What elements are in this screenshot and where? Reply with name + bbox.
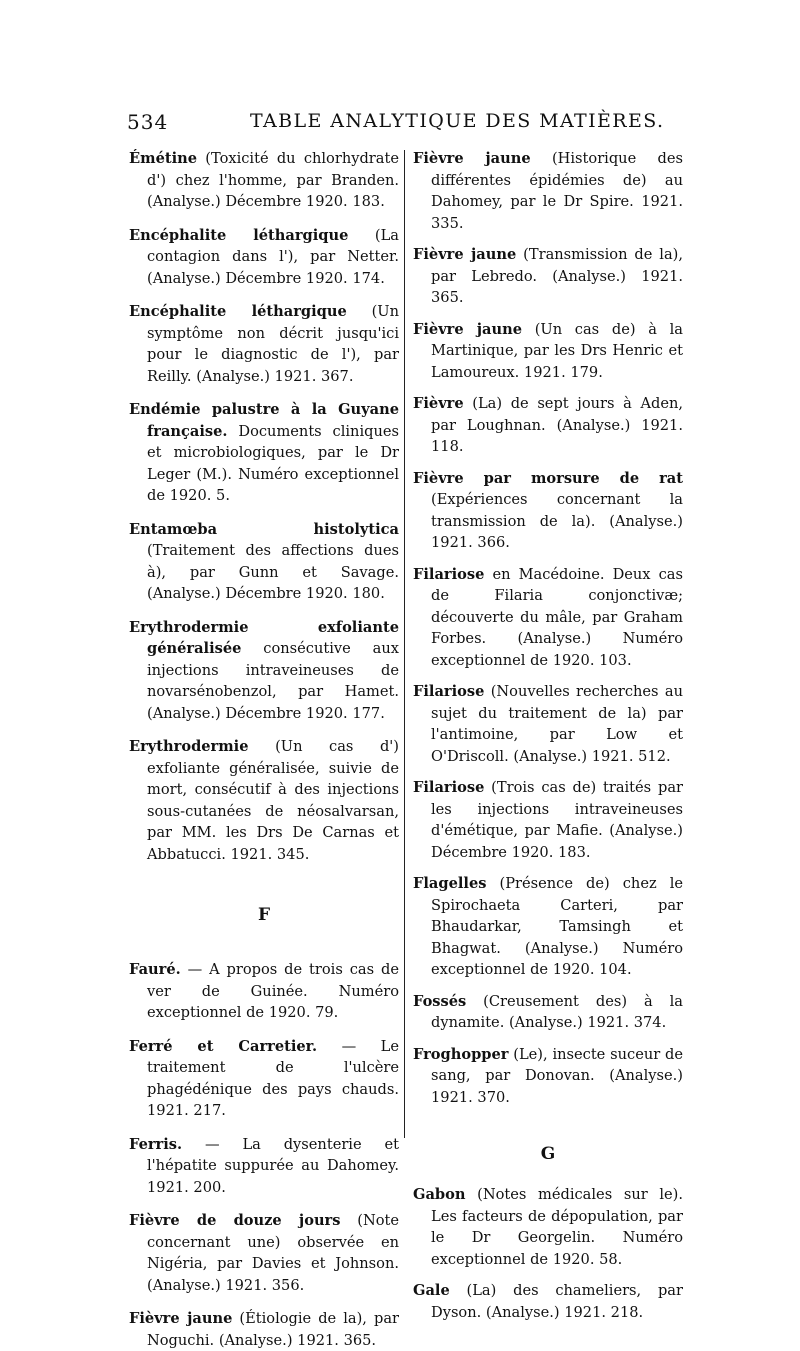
entry-heading: Fauré. <box>129 961 181 978</box>
section-letter-g: G <box>540 1144 556 1164</box>
entry-text: Documents cliniques et microbiologiques, par le Dr Leger (M.). Numéro exceptionnel de 1920. 5. <box>147 422 399 504</box>
entry-heading: Fièvre jaune <box>129 1310 233 1327</box>
index-entry <box>413 244 683 309</box>
entry-text: (La) des chameliers, par Dyson. (Analyse.) 1921. 218. <box>431 1282 683 1321</box>
index-entry <box>413 1280 683 1323</box>
index-entry <box>129 1210 399 1296</box>
entry-text: (Traitement des affections dues à), par Gunn et Savage. (Analyse.) Décembre 1920. 180. <box>147 542 399 602</box>
entry-heading: Entamœba histolytica <box>129 520 399 538</box>
section-letter-f: F <box>257 905 271 925</box>
index-entry <box>413 991 683 1034</box>
entry-heading: Fièvre par morsure de rat <box>413 469 683 487</box>
entry-heading: Fièvre de douze jours <box>129 1212 341 1229</box>
index-entry <box>129 148 399 213</box>
entry-heading: Filariose <box>413 683 485 700</box>
entry-heading: Émétine <box>129 150 198 167</box>
entry-heading: Endémie palustre à la Guyane française. <box>129 401 399 440</box>
index-entry <box>413 681 683 767</box>
entry-heading: Flagelles <box>413 875 487 892</box>
entry-heading: Erythrodermie exfoliante généralisée <box>129 618 399 657</box>
entry-text: (Nouvelles recherches au sujet du traitement de la) par l'antimoine, par Low et O'Driscoll. (Analyse.) 1921. 512. <box>431 683 683 765</box>
entry-heading: Ferris. <box>129 1135 183 1153</box>
entry-text: (Historique des différentes épidémies de) au Dahomey, par le Dr Spire. 1921. 335. <box>431 150 684 232</box>
entry-text: (Notes médicales sur le). Les facteurs de dépopulation, par le Dr Georgelin. Numéro exceptionnel de 1920. 58. <box>431 1186 683 1268</box>
index-entry <box>129 736 399 865</box>
left-column <box>129 148 399 1351</box>
entry-text: (Un cas de) à la Martinique, par les Drs Henric et Lamoureux. 1921. 179. <box>431 320 683 381</box>
index-entry <box>129 1036 399 1122</box>
entry-text: — La dysenterie et l'hépatite suppurée au Dahomey. 1921. 200. <box>147 1135 399 1196</box>
index-entry <box>413 1184 683 1270</box>
entry-text: (La) de sept jours à Aden, par Loughnan. (Analyse.) 1921. 118. <box>431 395 683 455</box>
running-title: TABLE ANALYTIQUE DES MATIÈRES. <box>250 110 665 132</box>
entry-text: en Macédoine. Deux cas de Filaria conjonctivæ; découverte du mâle, par Graham Forbes. (Analyse.) Numéro exceptionnel de 1920. 103. <box>431 565 683 669</box>
entry-text: (Trois cas de) traités par les injections intraveineuses d'émétique, par Mafie. (Analyse.) Décembre 1920. 183. <box>431 779 683 861</box>
entry-heading: Ferré et Carretier. <box>129 1037 318 1055</box>
entry-heading: Fièvre jaune <box>413 246 517 263</box>
entry-text: (La contagion dans l'), par Netter. (Analyse.) Décembre 1920. 174. <box>147 226 399 287</box>
index-entry <box>413 873 683 981</box>
entry-text: (Toxicité du chlorhydrate d') chez l'homme, par Branden. (Analyse.) Décembre 1920. 183. <box>147 150 399 210</box>
entry-text: (Un symptôme non décrit jusqu'ici pour le diagnostic de l'), par Reilly. (Analyse.) 1921. 367. <box>147 303 400 385</box>
index-entry <box>129 617 399 725</box>
index-entry <box>413 564 683 672</box>
entry-text: — Le traitement de l'ulcère phagédénique des pays chauds. 1921. 217. <box>147 1037 400 1119</box>
index-entry <box>413 777 683 863</box>
index-entry <box>413 1044 683 1109</box>
entry-text: (Expériences concernant la transmission de la). (Analyse.) 1921. 366. <box>431 491 683 551</box>
index-entry <box>413 393 683 458</box>
column-divider <box>404 150 405 1138</box>
right-column <box>413 148 683 1323</box>
entry-heading: Fièvre jaune <box>413 320 523 338</box>
entry-text: (Étiologie de la), par Noguchi. (Analyse.) 1921. 365. <box>147 1310 399 1349</box>
entry-text: — A propos de trois cas de ver de Guinée. Numéro exceptionnel de 1920. 79. <box>147 961 399 1021</box>
page-number: 534 <box>127 110 169 134</box>
entry-text: (Transmission de la), par Lebredo. (Analyse.) 1921. 365. <box>431 246 683 306</box>
entry-heading: Fièvre jaune <box>413 150 531 167</box>
entry-text: (Le), insecte suceur de sang, par Donovan. (Analyse.) 1921. 370. <box>431 1045 683 1106</box>
index-entry <box>413 468 683 554</box>
entry-heading: Erythrodermie <box>129 738 249 755</box>
index-entry <box>413 148 683 234</box>
entry-heading: Gabon <box>413 1186 466 1203</box>
index-entry <box>413 319 683 384</box>
entry-heading: Filariose <box>413 779 485 796</box>
entry-heading: Encéphalite léthargique <box>129 226 349 244</box>
index-entry <box>129 225 399 290</box>
entry-heading: Filariose <box>413 565 485 583</box>
index-entry <box>129 519 399 605</box>
index-entry <box>129 959 399 1024</box>
entry-text: (Creusement des) à la dynamite. (Analyse.) 1921. 374. <box>431 992 683 1031</box>
index-entry <box>129 1134 399 1199</box>
entry-text: (Un cas d') exfoliante généralisée, suivie de mort, consécutif à des injections sous-cutanées de néosalvarsan, par MM. les Drs De Carnas et Abbatucci. 1921. 345. <box>147 738 399 863</box>
entry-heading: Froghopper <box>413 1045 509 1063</box>
index-entry <box>129 399 399 507</box>
entry-text: (Présence de) chez le Spirochaeta Carteri, par Bhaudarkar, Tamsingh et Bhagwat. (Analyse.) Numéro exceptionnel de 1920. 104. <box>431 875 683 978</box>
entry-heading: Fossés <box>413 992 467 1010</box>
entry-heading: Fièvre <box>413 395 464 412</box>
entry-heading: Gale <box>413 1282 450 1299</box>
entry-text: consécutive aux injections intraveineuses de novarsénobenzol, par Hamet. (Analyse.) Décembre 1920. 177. <box>147 640 399 722</box>
index-entry <box>129 1308 399 1351</box>
entry-text: (Note concernant une) observée en Nigéria, par Davies et Johnson. (Analyse.) 1921. 356. <box>147 1212 400 1294</box>
index-entry <box>129 301 399 387</box>
entry-heading: Encéphalite léthargique <box>129 303 347 320</box>
